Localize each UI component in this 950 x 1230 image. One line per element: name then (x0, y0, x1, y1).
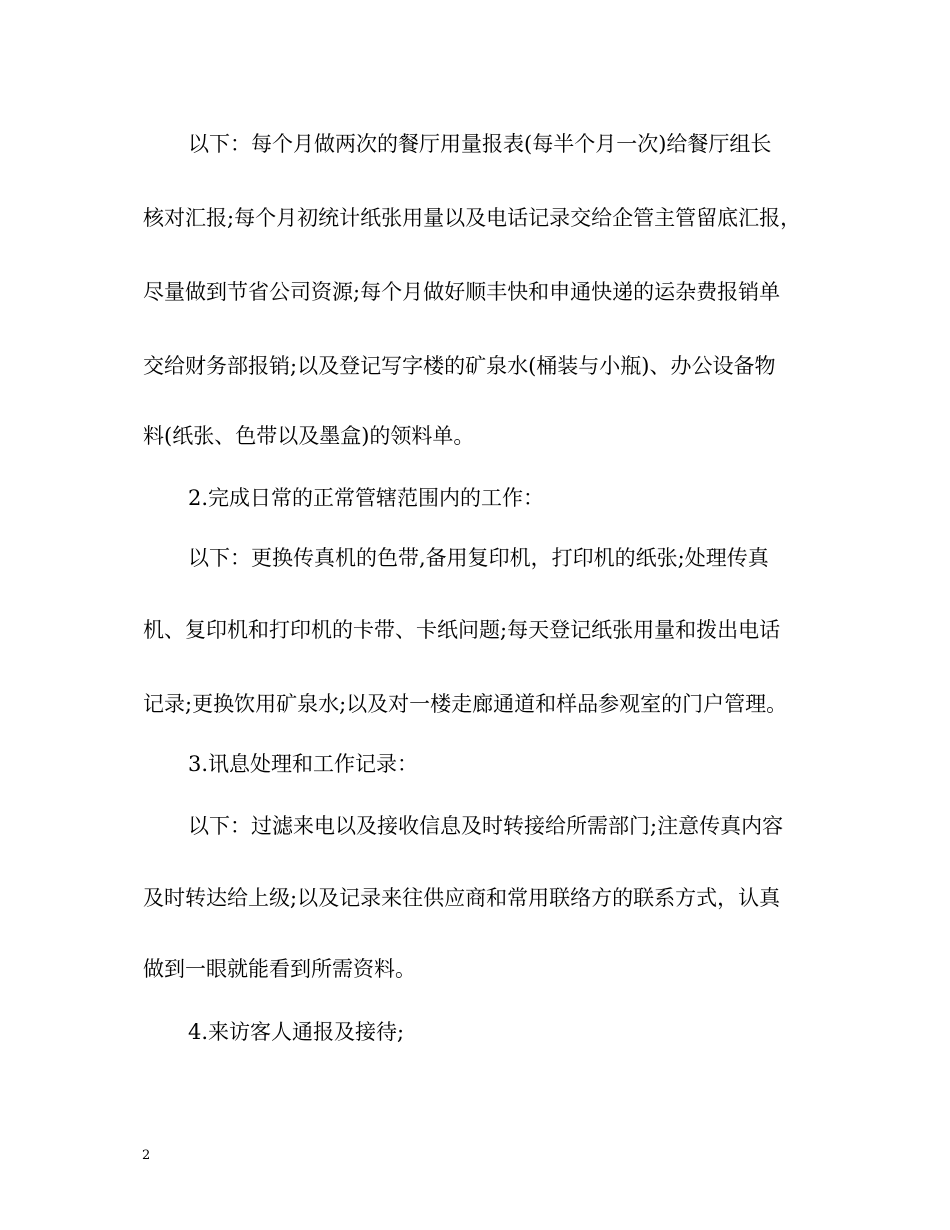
section-heading: 3.讯息处理和工作记录： (188, 752, 419, 776)
paragraph-line: 尽量做到节省公司资源;每个月做好顺丰快和申通快递的运杂费报销单 (143, 280, 781, 304)
paragraph-line: 做到一眼就能看到所需资料。 (143, 957, 416, 981)
paragraph-line: 以下：更换传真机的色带,备用复印机，打印机的纸张;处理传真 (188, 546, 769, 570)
section-heading: 2.完成日常的正常管辖范围内的工作： (188, 486, 545, 510)
paragraph-line: 料(纸张、色带以及墨盒)的领料单。 (143, 424, 475, 448)
paragraph-line: 交给财务部报销;以及登记写字楼的矿泉水(桶装与小瓶)、办公设备物 (143, 354, 776, 378)
section-heading: 4.来访客人通报及接待; (188, 1020, 405, 1044)
paragraph-line: 以下：过滤来电以及接收信息及时转接给所需部门;注意传真内容 (188, 814, 784, 838)
page-number: 2 (142, 1148, 151, 1163)
paragraph-line: 以下：每个月做两次的餐厅用量报表(每半个月一次)给餐厅组长 (188, 132, 772, 156)
paragraph-line: 及时转达给上级;以及记录来往供应商和常用联络方的联系方式，认真 (143, 886, 781, 910)
paragraph-line: 核对汇报;每个月初统计纸张用量以及电话记录交给企管主管留底汇报， (143, 206, 802, 230)
paragraph-line: 记录;更换饮用矿泉水;以及对一楼走廊通道和样品参观室的门户管理。 (143, 692, 788, 716)
paragraph-line: 机、复印机和打印机的卡带、卡纸问题;每天登记纸张用量和拨出电话 (143, 618, 781, 642)
